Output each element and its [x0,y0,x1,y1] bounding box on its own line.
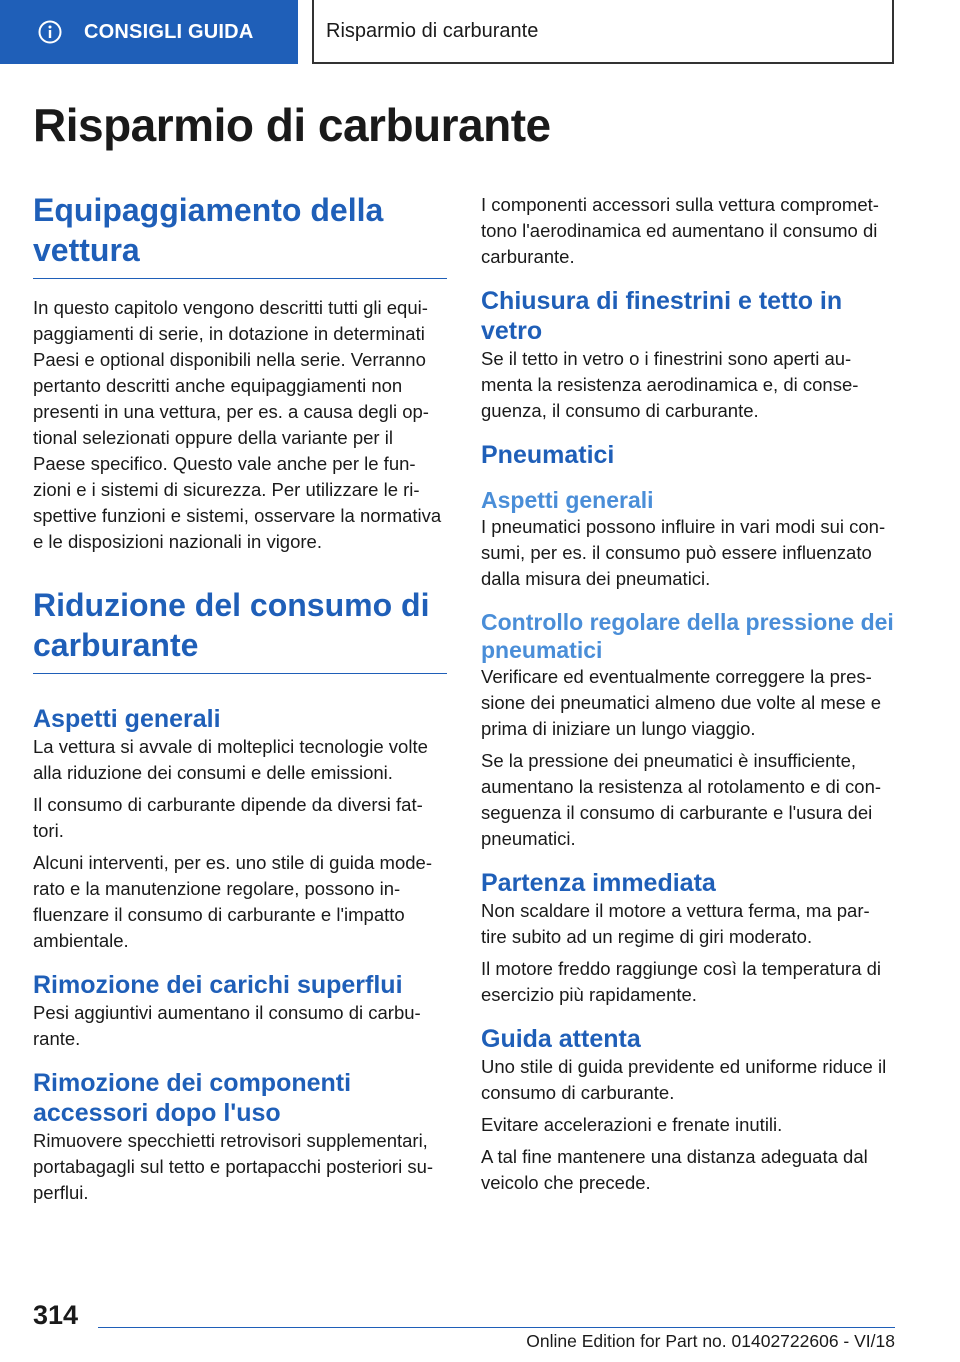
page-title: Risparmio di carburante [33,99,551,151]
info-icon [38,20,62,44]
header-tab-label: CONSIGLI GUIDA [84,20,254,43]
heading-riduzione: Riduzione del consumo di carburante [33,585,447,674]
paragraph-controllo-1: Verificare ed eventualmente correggere la pres-sione dei pneumatici almeno due volte al mese e prima di iniziare un lungo viaggio. [481,666,882,739]
heading-aspetti-generali: Aspetti generali [33,705,221,733]
paragraph-equipaggiamento: In questo capitolo vengono descritti tutti gli equi-paggiamenti di serie, in dotazione in determinati Paesi e optional disponibili nella serie. Verranno pertanto descritti anche equipaggiamenti non presenti in una vettura, per es. a causa degli op-tional selezionati oppure della variante per il Paese specifico. Questo vale anche per le fun-zioni e i sistemi di sicurezza. Per utilizzare le ri-spettive funzioni e sistemi, osservare la normativa e le disposizioni nazionali in vigore. [33,297,442,552]
heading-componenti: Rimozione dei componenti accessori dopo l'uso [33,1069,352,1127]
paragraph-chiusura: Se il tetto in vetro o i finestrini sono aperti au-menta la resistenza aerodinamica e, di conse-guenza, il consumo di carburante. [481,348,859,421]
page-number: 314 [33,1300,79,1330]
paragraph-guida-1: Uno stile di guida previdente ed uniforme riduce il consumo di carburante. [481,1056,887,1103]
heading-pneumatici: Pneumatici [481,441,615,469]
heading-partenza: Partenza immediata [481,869,716,897]
heading-guida-attenta: Guida attenta [481,1025,641,1053]
paragraph-componenti-cont: I componenti accessori sulla vettura compromet-tono l'aerodinamica ed aumentano il consumo di carburante. [481,194,879,267]
heading-carichi: Rimozione dei carichi superflui [33,971,403,999]
right-column [481,192,895,1196]
heading-pneumatici-aspetti: Aspetti generali [481,487,654,513]
paragraph-guida-3: A tal fine mantenere una distanza adeguata dal veicolo che precede. [481,1146,868,1193]
paragraph-aspetti-1: La vettura si avvale di molteplici tecnologie volte alla riduzione dei consumi e delle emissioni. [33,736,428,783]
paragraph-partenza-1: Non scaldare il motore a vettura ferma, ma par-tire subito ad un regime di giri moderato. [481,900,870,947]
paragraph-carichi: Pesi aggiuntivi aumentano il consumo di carbu-rante. [33,1002,421,1049]
footer-edition: Online Edition for Part no. 01402722606 - VI/18 [526,1331,895,1351]
header-section-box [312,0,894,64]
paragraph-pneumatici-aspetti: I pneumatici possono influire in vari modi sui con-sumi, per es. il consumo può essere influenzato dalla misura dei pneumatici. [481,516,886,589]
footer-divider [98,1327,895,1328]
paragraph-componenti: Rimuovere specchietti retrovisori supplementari, portabagagli sul tetto e portapacchi posteriori su-perflui. [33,1130,434,1203]
heading-chiusura: Chiusura di finestrini e tetto in vetro [481,287,843,345]
paragraph-guida-2: Evitare accelerazioni e frenate inutili. [481,1114,783,1135]
header-tab[interactable] [0,0,298,64]
paragraph-aspetti-3: Alcuni interventi, per es. uno stile di guida mode-rato e la manutenzione regolare, possono in-fluenzare il consumo di carburante e l'impatto ambientale. [33,852,432,951]
heading-equipaggiamento: Equipaggiamento della vettura [33,190,447,279]
left-column [33,190,447,1206]
paragraph-controllo-2: Se la pressione dei pneumatici è insufficiente, aumentano la resistenza al rotolamento e di con-seguenza il consumo di carburante e l'usura dei pneumatici. [481,750,882,849]
header-section-title: Risparmio di carburante [326,19,539,42]
paragraph-partenza-2: Il motore freddo raggiunge così la temperatura di esercizio più rapidamente. [481,958,882,1005]
heading-controllo-pressione: Controllo regolare della pressione dei pneumatici [481,609,894,663]
paragraph-aspetti-2: Il consumo di carburante dipende da diversi fat-tori. [33,794,423,841]
